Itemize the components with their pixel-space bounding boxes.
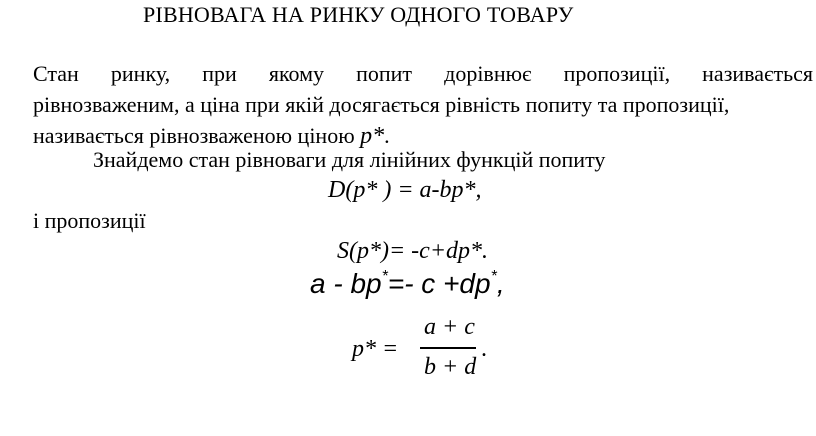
solution-period: .	[481, 336, 487, 362]
supply-equation: S(p*)= -c+dp*.	[337, 238, 489, 264]
page-title: РІВНОВАГА НА РИНКУ ОДНОГО ТОВАРУ	[143, 2, 574, 27]
equation-end: ,	[496, 268, 505, 299]
equation-star-2: *	[490, 268, 497, 285]
word: Стан	[33, 61, 79, 86]
equation-middle: =- c +dp	[387, 268, 491, 299]
paragraph-line-1	[33, 58, 813, 89]
equation-left: a - bp	[310, 268, 382, 299]
definition-paragraph	[33, 58, 813, 152]
word: пропозиції,	[563, 61, 671, 86]
word: ринку,	[110, 61, 171, 86]
paragraph-line-2: рівнозваженим, а ціна при якій досягається рівність попиту та пропозиції,	[33, 92, 730, 117]
word: дорівнює	[444, 61, 532, 86]
intro-text: Знайдемо стан рівноваги для лінійних функцій попиту	[93, 147, 606, 172]
demand-equation: D(p* ) = a-bp*,	[328, 177, 482, 203]
word: при	[202, 61, 237, 86]
equation-star-1: *	[381, 268, 388, 285]
equilibrium-equation	[310, 268, 505, 300]
word: називається	[702, 61, 813, 86]
solution-denominator: b + d	[424, 354, 477, 380]
word: попит	[356, 61, 413, 86]
equilibrium-price-symbol: р*	[360, 123, 385, 149]
solution-lhs: p* =	[352, 336, 399, 362]
word: якому	[268, 61, 325, 86]
fraction-bar	[420, 347, 476, 349]
paragraph-line-3-text: називається рівнозваженою ціною	[33, 123, 355, 148]
solution-numerator: a + c	[424, 314, 475, 340]
paragraph-period: .	[384, 123, 390, 148]
supply-label: і пропозиції	[33, 208, 146, 233]
